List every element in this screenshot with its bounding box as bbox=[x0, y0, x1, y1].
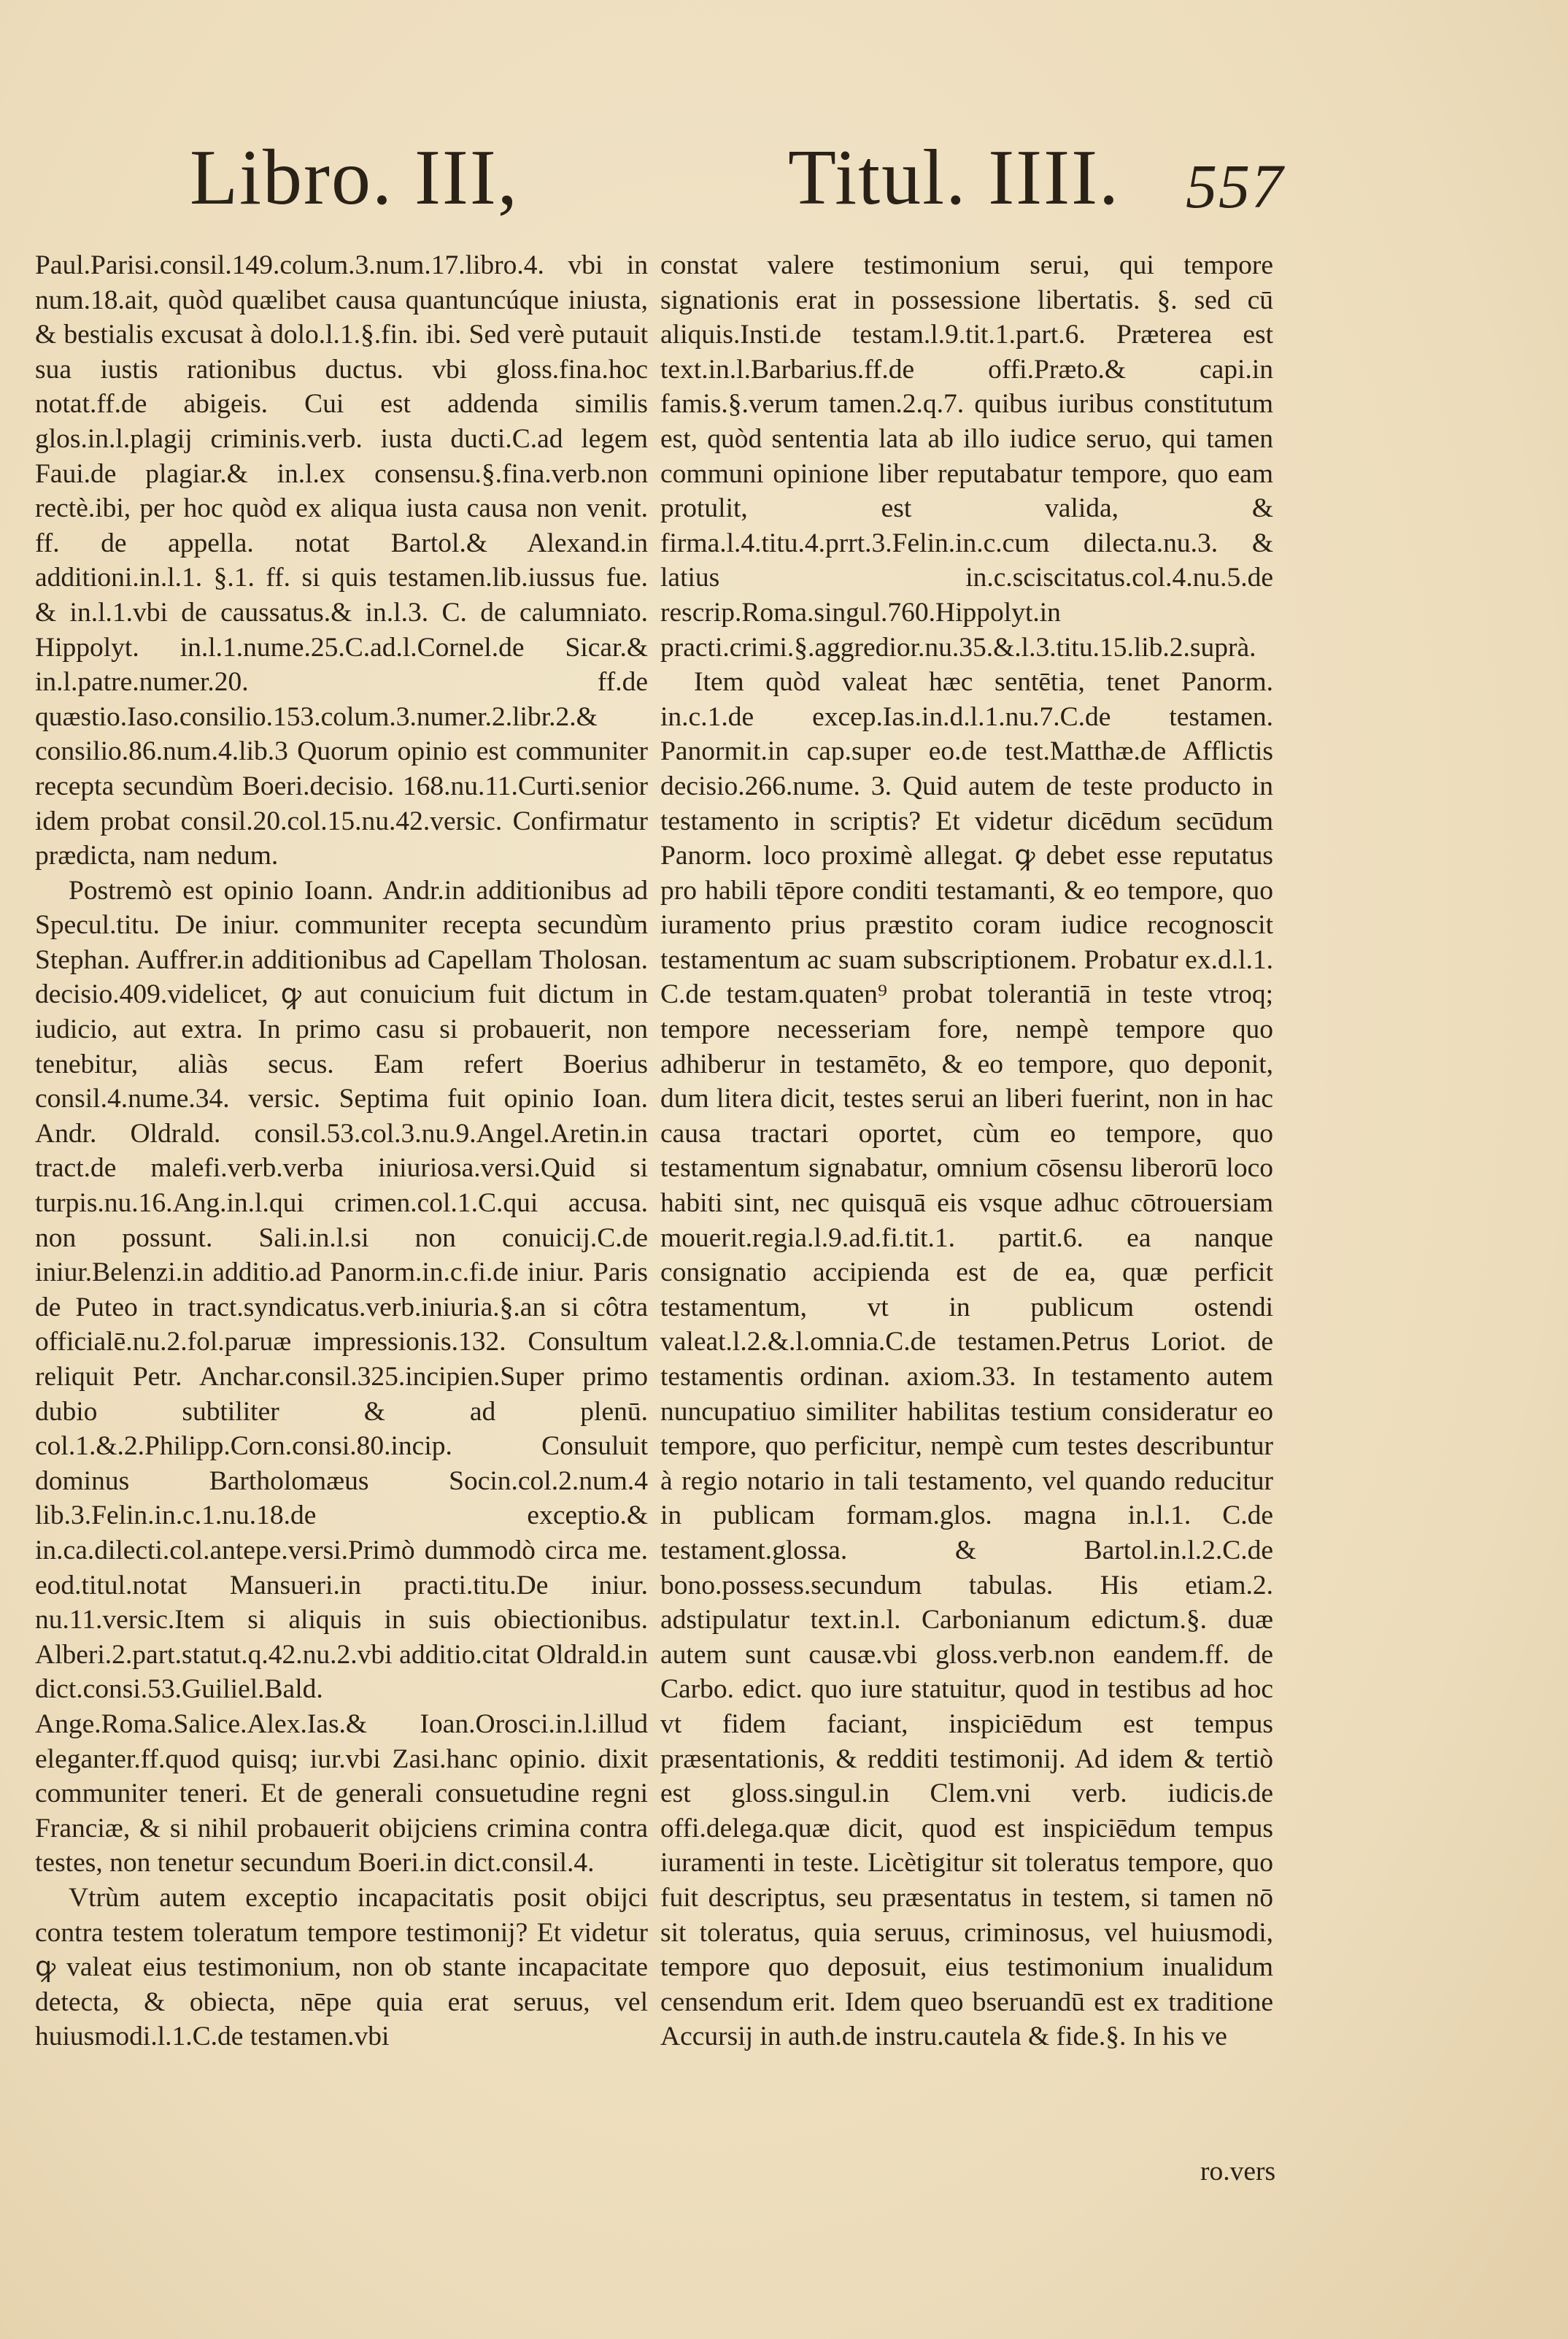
running-head-title: Titul. IIII. bbox=[788, 134, 1121, 221]
page-number: 557 bbox=[1186, 151, 1284, 221]
right-paragraph-2: Item quòd valeat hæc sentētia, tenet Panorm. in.c.1.de excep.Ias.in.d.l.1.nu.7.C.de testamen. Panormit.in cap.super eo.de test.Matthæ.de Afflictis decisio.266.nume. 3. Quid autem de teste producto in testamento in scriptis? Et videtur dicēdum secūdum Panorm. loco proximè allegat. ꝙ debet esse reputatus pro habili tēpore conditi testamanti, & eo tempore, quo iuramento prius præstito coram iudice recognoscit testamentum ac suam subscriptionem. Probatur ex.d.l.1. C.de testam.quaten⁹ probat tolerantiā in teste vtroq; tempore necesseriam fore, nempè tempore quo adhiberur in testamēto, & eo tempore, quo deponit, dum litera dicit, testes serui an liberi fuerint, non in hac causa tractari oportet, cùm eo tempore, quo testamentum signabatur, omnium cōsensu liberorū loco habiti sint, nec quisquā eis vsque adhuc cōtrouersiam mouerit.regia.l.9.ad.fi.tit.1. partit.6. ea nanque consignatio accipienda est de ea, quæ perficit testamentum, vt in publicum ostendi valeat.l.2.&.l.omnia.C.de testamen.Petrus Loriot. de testamentis ordinan. axiom.33. In testamento autem nuncupatiuo similiter habilitas testium consideratur eo tempore, quo perficitur, nempè cum testes describuntur à regio notario in tali testamento, vel quando reducitur in publicam formam.glos. magna in.l.1. C.de testament.glossa. & Bartol.in.l.2.C.de bono.possess.secundum tabulas. His etiam.2. adstipulatur text.in.l. Carbonianum edictum.§. duæ autem sunt causæ.vbi gloss.verb.non eandem.ff. de Carbo. edict. quo iure statuitur, quod in testibus ad hoc vt fidem faciant, inspiciēdum est tempus præsentationis, & redditi testimonij. Ad idem & tertiò est gloss.singul.in Clem.vni verb. iudicis.de offi.delega.quæ dicit, quod est inspiciēdum tempus iuramenti in teste. Licètigitur sit toleratus tempore, quo fuit descriptus, seu præsentatus in testem, si tamen nō sit toleratus, quia seruus, criminosus, vel huiusmodi, tempore quo deposuit, eius testimonium inualidum censendum erit. Idem queo bseruandū est ex traditione Accursij in auth.de instru.cautela & fide.§. In his ve bbox=[660, 667, 1273, 2052]
right-paragraph-1: constat valere testimonium serui, qui tempore signationis erat in possessione libertatis. §. sed cū aliquis.Insti.de testam.l.9.tit.1.part.6. Præterea est text.in.l.Barbarius.ff.de offi.Præto.& capi.in famis.§.verum tamen.2.q.7. quibus iuribus constitutum est, quòd sententia lata ab illo iudice seruo, qui tamen communi opinione liber reputabatur tempore, quo eam protulit, est valida, & firma.l.4.titu.4.prrt.3.Felin.in.c.cum dilecta.nu.3. & latius in.c.sciscitatus.col.4.nu.5.de rescrip.Roma.singul.760.Hippolyt.in practi.crimi.§.aggredior.nu.35.&.l.3.titu.15.lib.2.suprà. bbox=[660, 250, 1273, 663]
running-head-book: Libro. III, bbox=[190, 134, 519, 221]
catchword: ro.vers bbox=[1200, 2157, 1276, 2186]
left-column bbox=[35, 248, 648, 2054]
left-paragraph-3: Vtrùm autem exceptio incapacitatis posit obijci contra testem toleratum tempore testimonij? Et videtur ꝙ valeat eius testimonium, non ob stante incapacitate detecta, & obiecta, nēpe quia erat seruus, vel huiusmodi.l.1.C.de testamen.vbi bbox=[35, 1882, 648, 2052]
left-paragraph-1: Paul.Parisi.consil.149.colum.3.num.17.libro.4. vbi in num.18.ait, quòd quælibet causa quantuncúque iniusta, & bestialis excusat à dolo.l.1.§.fin. ibi. Sed verè putauit sua iustis rationibus ductus. vbi gloss.fina.hoc notat.ff.de abigeis. Cui est addenda similis glos.in.l.plagij criminis.verb. iusta ducti.C.ad legem Faui.de plagiar.& in.l.ex consensu.§.fina.verb.non rectè.ibi, per hoc quòd ex aliqua iusta causa non venit. ff. de appella. notat Bartol.& Alexand.in additioni.in.l.1. §.1. ff. si quis testamen.lib.iussus fue. & in.l.1.vbi de caussatus.& in.l.3. C. de calumniato. Hippolyt. in.l.1.nume.25.C.ad.l.Cornel.de Sicar.& in.l.patre.numer.20. ff.de quæstio.Iaso.consilio.153.colum.3.numer.2.libr.2.& consilio.86.num.4.lib.3 Quorum opinio est communiter recepta secundùm Boeri.decisio. 168.nu.11.Curti.senior idem probat consil.20.col.15.nu.42.versic. Confirmatur prædicta, nam nedum. bbox=[35, 250, 648, 871]
left-paragraph-2: Postremò est opinio Ioann. Andr.in additionibus ad Specul.titu. De iniur. communiter recepta secundùm Stephan. Auffrer.in additionibus ad Capellam Tholosan. decisio.409.videlicet, ꝙ aut conuicium fuit dictum in iudicio, aut extra. In primo casu si probauerit, non tenebitur, aliàs secus. Eam refert Boerius consil.4.nume.34. versic. Septima fuit opinio Ioan. Andr. Oldrald. consil.53.col.3.nu.9.Angel.Aretin.in tract.de malefi.verb.verba iniuriosa.versi.Quid si turpis.nu.16.Ang.in.l.qui crimen.col.1.C.qui accusa. non possunt. Sali.in.l.si non conuicij.C.de iniur.Belenzi.in additio.ad Panorm.in.c.fi.de iniur. Paris de Puteo in tract.syndicatus.verb.iniuria.§.an si côtra officialē.nu.2.fol.paruæ impressionis.132. Consultum reliquit Petr. Anchar.consil.325.incipien.Super primo dubio subtiliter & ad plenū. col.1.&.2.Philipp.Corn.consi.80.incip. Consuluit dominus Bartholomæus Socin.col.2.num.4 lib.3.Felin.in.c.1.nu.18.de exceptio.& in.ca.dilecti.col.antepe.versi.Primò dummodò circa me. eod.titul.notat Mansueri.in practi.titu.De iniur. nu.11.versic.Item si aliquis in suis obiectionibus. Alberi.2.part.statut.q.42.nu.2.vbi additio.citat Oldrald.in dict.consi.53.Guiliel.Bald. Ange.Roma.Salice.Alex.Ias.& Ioan.Orosci.in.l.illud eleganter.ff.quod quisq; iur.vbi Zasi.hanc opinio. dixit communiter teneri. Et de generali consuetudine regni Franciæ, & si nihil probauerit obijciens crimina contra testes, non tenetur secundum Boeri.in dict.consil.4. bbox=[35, 875, 648, 1878]
right-column bbox=[660, 248, 1273, 2054]
running-head bbox=[190, 134, 1328, 241]
